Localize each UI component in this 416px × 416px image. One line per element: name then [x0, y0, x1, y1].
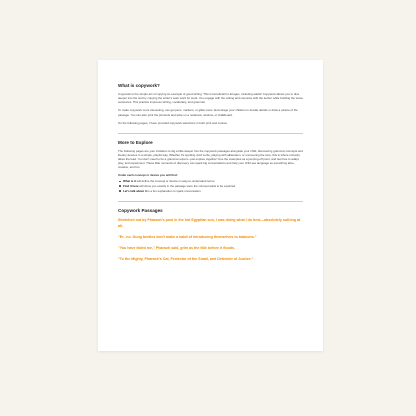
- section-title-copywork-passages: Copywork Passages: [118, 208, 163, 214]
- what-paragraph-2: To make copywork more interesting, use gel pens, markers, or glitter pens. Encourage your children to doodle details or draw a picture of the passage. You can also print the printouts and write on a notebook, window, or chalkboard.: [118, 108, 298, 117]
- what-paragraph-1: Copywork is the simple act of copying an example of good writing. This is beneficial for all ages, including adults! Copywork allows you to dive deeper into the text by copying the writer's work word for word. You engage with the writing and converse with the author while building the same sentences. This practice improves writing, vocabulary, and grammar.: [118, 92, 303, 105]
- bullet-term: What is it: [123, 179, 136, 184]
- section-divider-1: [118, 133, 303, 134]
- explore-list-label: Under each concept or device you will find:: [118, 173, 178, 178]
- passage-quote-4: "To the Mighty, Pharaoh's Cat, Protector of the Small, and Defender of Justice.": [118, 257, 254, 262]
- bullet-term: Find it here: [123, 184, 139, 189]
- section-title-what-is-copywork: What is copywork?: [118, 83, 160, 88]
- passage-quote-3: "You have failed me," Pharaoh said, grim as the Nile before it floods.: [118, 246, 235, 251]
- bullet-text: will define the concept or device in easy-to-understand terms.: [135, 179, 216, 184]
- explore-paragraph: The following pages are your invitation to dig a little deeper into the copywork passages alongside your child, discovering grammar concepts and literary devices in a simple, playful way. Whether it's spotting vivid verbs, playing with alliteration, or uncovering the tone, this is where curiosity takes the lead. You don't need to be a grammar expert—just explore together! Use the examples as a jumping-off point, and feel free to adapt, play, and experiment. These little moments of discovery can spark big conversations and help your child see language as something alive, creative, and fun.: [118, 148, 303, 170]
- section-divider-2: [118, 201, 303, 202]
- bullet-term: Let's talk about it: [123, 188, 147, 193]
- section-title-more-to-explore: More to Explore: [118, 139, 153, 145]
- document-page: [98, 60, 323, 351]
- list-item: [123, 189, 303, 194]
- what-paragraph-3: On the following pages, I have provided copywork selections in both print and cursive.: [118, 120, 228, 125]
- passage-quote-1: Stretched out by Pharaoh's pool in the hot Egyptian sun, I was doing what I do best—absolutely nothing at all.: [118, 218, 301, 228]
- bullet-text: is a fun explanation to spark conversation.: [146, 188, 202, 193]
- bullet-text: will show you exactly in the passage were the concept waits to be explored.: [138, 184, 236, 189]
- explore-bullet-list: [118, 179, 303, 193]
- passage-quote-2: "Er...no. Dung beetles don't make a habit of introducing themselves to baboons.": [118, 234, 257, 239]
